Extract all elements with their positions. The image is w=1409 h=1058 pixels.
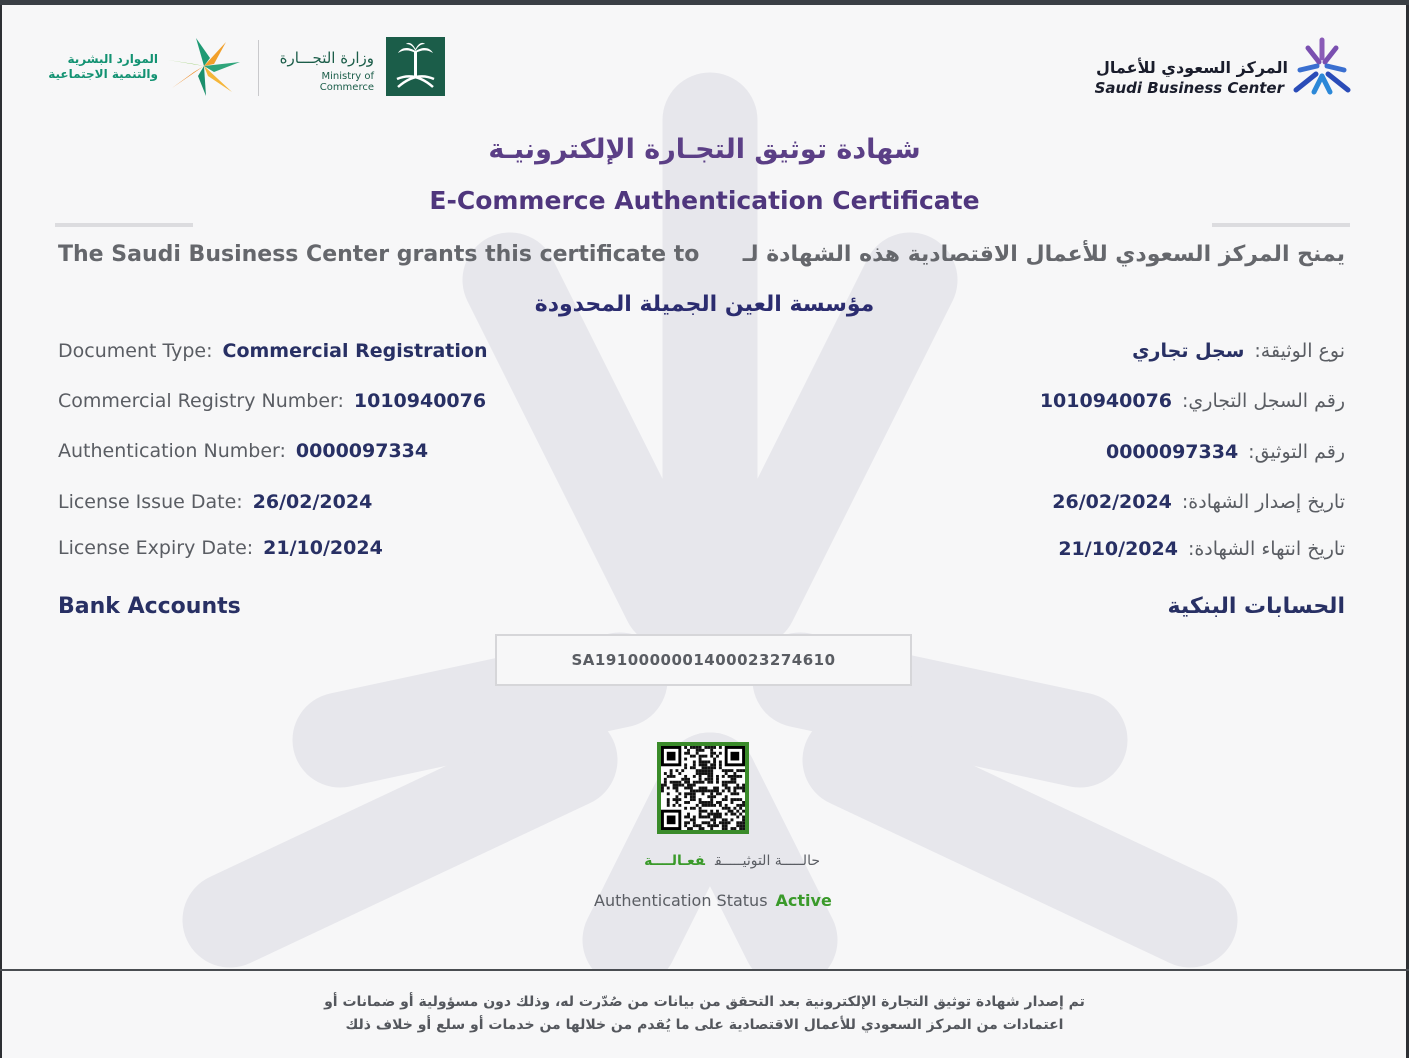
hrsd-logo-text-line2: والتنمية الاجتماعية: [48, 67, 158, 81]
document-type-label-ar: نوع الوثيقة:: [1254, 340, 1345, 362]
document-type-row-en: [58, 340, 487, 362]
issue-date-value-ar: 26/02/2024: [1052, 491, 1172, 513]
qr-code-icon: [661, 746, 745, 830]
hrsd-logo-icon: [166, 36, 244, 98]
hrsd-logo-text-line1: الموارد البشرية: [67, 52, 158, 66]
auth-number-row-ar: [1106, 441, 1345, 463]
document-type-value-en: Commercial Registration: [222, 340, 488, 362]
expiry-date-value-ar: 21/10/2024: [1058, 538, 1178, 560]
issue-date-row-en: [58, 491, 372, 513]
bank-accounts-heading-ar: الحسابات البنكية: [1167, 594, 1345, 619]
auth-number-value-ar: 0000097334: [1105, 441, 1239, 463]
sbc-logo-icon: [1292, 36, 1352, 96]
expiry-date-value-en: 21/10/2024: [263, 537, 383, 559]
issue-date-label-ar: تاريخ إصدار الشهادة:: [1181, 491, 1345, 513]
grant-statement-english: The Saudi Business Center grants this certificate to: [58, 242, 700, 267]
expiry-date-row-ar: [1058, 538, 1345, 560]
cr-number-value-ar: 1010940076: [1039, 390, 1173, 412]
expiry-date-label-ar: تاريخ انتهاء الشهادة:: [1187, 538, 1345, 560]
footer-divider: [0, 969, 1409, 971]
cr-number-value-en: 1010940076: [353, 390, 487, 412]
document-type-value-ar: سجل تجاري: [1132, 340, 1245, 362]
sbc-logo-text-arabic: المركز السعودي للأعمال: [1096, 58, 1288, 77]
company-name: مؤسسة العين الجميلة المحدودة: [534, 292, 875, 317]
issue-date-value-en: 26/02/2024: [252, 491, 373, 513]
auth-number-label-ar: رقم التوثيق:: [1248, 441, 1345, 463]
auth-number-row-en: [58, 440, 428, 462]
disclaimer-line1: تم إصدار شهادة توثيق التجارة الإلكترونية بعد التحقق من بيانات من صُدّرت له، وذلك دون مسؤولية أو ضمانات أو: [324, 994, 1085, 1010]
authentication-status-label-ar: حالـــــة التوثيـــــق: [715, 853, 820, 869]
bank-accounts-heading-en: Bank Accounts: [58, 594, 241, 619]
grant-statement-arabic: يمنح المركز السعودي للأعمال الاقتصادية هذه الشهادة لـ: [742, 242, 1345, 267]
sbc-logo-text-english: Saudi Business Center: [1094, 79, 1284, 97]
decorative-rule-right: [1212, 223, 1350, 227]
iban-box: SA1910000001400023274610: [495, 634, 912, 686]
document-type-label-en: Document Type:: [58, 340, 213, 362]
cr-number-label-ar: رقم السجل التجاري:: [1182, 390, 1345, 412]
authentication-status-row-en: [594, 891, 832, 910]
logo-divider: [258, 40, 259, 96]
cr-number-row-en: [58, 390, 486, 412]
certificate-title-arabic: شهادة توثيق التجـارة الإلكترونيـة: [488, 134, 921, 165]
disclaimer-line2: اعتمادات من المركز السعودي للأعمال الاقتصادية على ما يُقدم من خلالها من خدمات أو سلع أو خلاف ذلك: [345, 1017, 1064, 1033]
issue-date-label-en: License Issue Date:: [58, 491, 243, 513]
expiry-date-label-en: License Expiry Date:: [58, 537, 254, 559]
certificate-title-english: E-Commerce Authentication Certificate: [429, 186, 980, 215]
auth-number-label-en: Authentication Number:: [58, 440, 286, 462]
moc-logo-text-arabic: وزارة التجـــارة: [279, 49, 374, 67]
document-type-row-ar: [1132, 340, 1345, 362]
cr-number-label-en: Commercial Registry Number:: [58, 390, 344, 412]
top-border: [0, 0, 1409, 5]
saudi-emblem-icon: [386, 37, 445, 96]
decorative-rule-left: [55, 223, 193, 227]
authentication-status-value-ar: فعـالــــة: [644, 853, 706, 869]
auth-number-value-en: 0000097334: [295, 440, 429, 462]
authentication-status-label-en: Authentication Status: [594, 891, 768, 910]
cr-number-row-ar: [1040, 390, 1345, 412]
expiry-date-row-en: [58, 537, 383, 559]
issue-date-row-ar: [1052, 491, 1345, 513]
authentication-status-value-en: Active: [775, 891, 832, 910]
moc-logo-text-english: Ministry of Commerce: [319, 71, 374, 93]
authentication-status-row-ar: [560, 853, 820, 869]
qr-code[interactable]: [657, 742, 749, 834]
